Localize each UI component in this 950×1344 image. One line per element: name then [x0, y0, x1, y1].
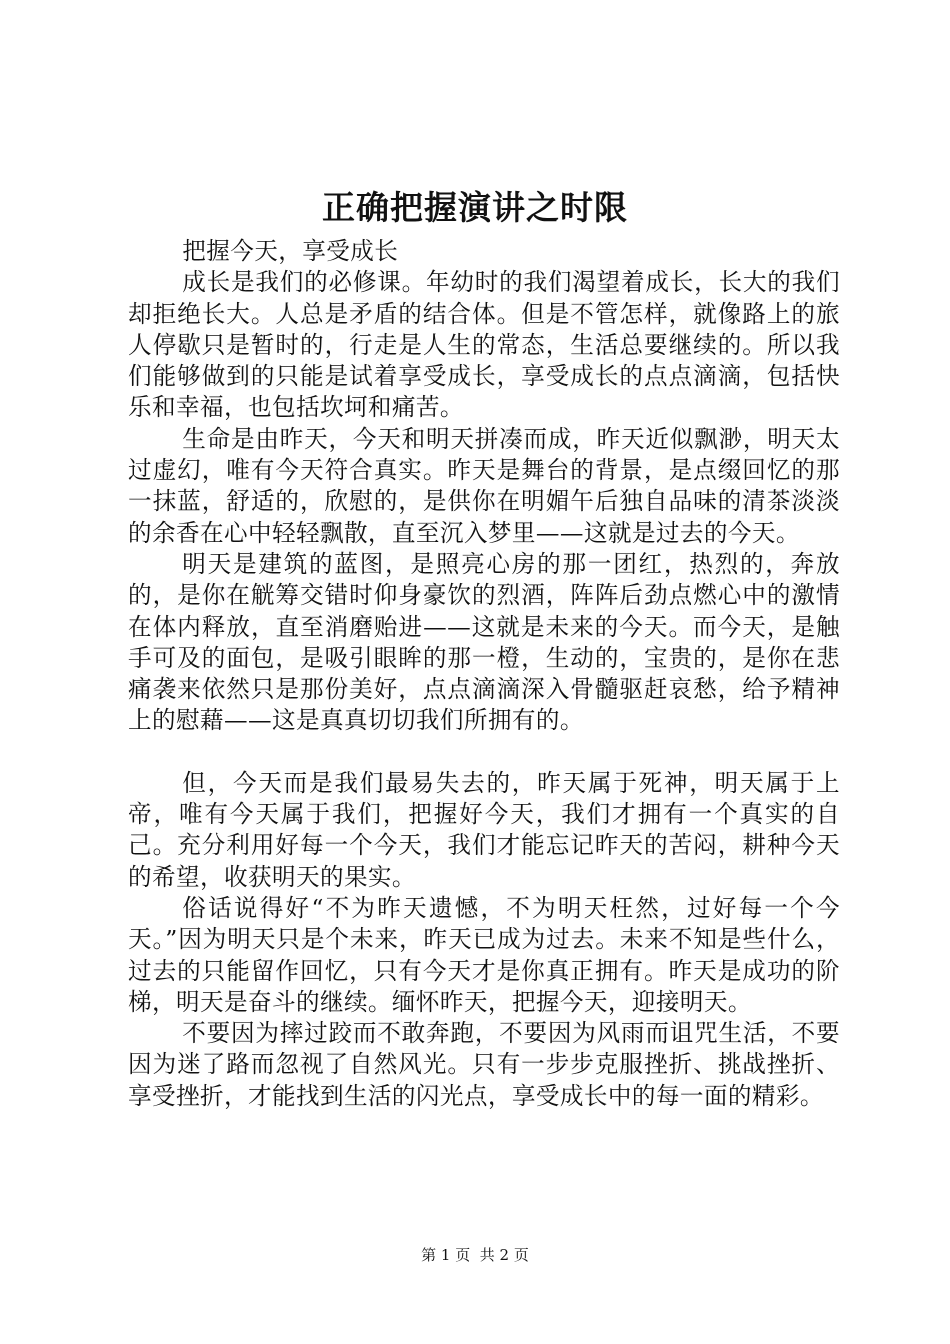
document-title: 正确把握演讲之时限 [322, 188, 628, 227]
paragraph-subtitle: 把握今天，享受成长 [182, 237, 399, 265]
page-total: 共 2 页 [479, 1246, 529, 1264]
paragraph: 俗话说得好“不为昨天遗憾，不为明天枉然，过好每一个今天。”因为明天只是个未来，昨天已成为过去。未来不知是些什么，过去的只能留作回忆，只有今天才是你真正拥有。昨天是成功的阶梯，明天是奋斗的继续。缅怀昨天，把握今天，迎接明天。 [128, 893, 840, 1016]
paragraph: 不要因为摔过跤而不敢奔跑，不要因为风雨而诅咒生活，不要因为迷了路而忽视了自然风光。只有一步步克服挫折、挑战挫折、享受挫折，才能找到生活的闪光点，享受成长中的每一面的精彩。 [128, 1019, 840, 1110]
paragraph: 明天是建筑的蓝图，是照亮心房的那一团红，热烈的，奔放的，是你在觥筹交错时仰身豪饮的烈酒，阵阵后劲点燃心中的激情在体内释放，直至消磨贻进——这就是未来的今天。而今天，是触手可及的面包，是吸引眼眸的那一橙，生动的，宝贵的，是你在悲痛袭来依然只是那份美好，点点滴滴深入骨髓驱赶哀愁，给予精神上的慰藉——这是真真切切我们所拥有的。 [128, 549, 840, 735]
paragraph: 成长是我们的必修课。年幼时的我们渴望着成长，长大的我们却拒绝长大。人总是矛盾的结合体。但是不管怎样，就像路上的旅人停歇只是暂时的，行走是人生的常态，生活总要继续的。所以我们能够做到的只能是试着享受成长，享受成长的点点滴滴，包括快乐和幸福，也包括坎坷和痛苦。 [128, 268, 840, 422]
document-body [128, 236, 840, 1112]
page-footer [0, 1244, 950, 1266]
paragraph: 但，今天而是我们最易失去的，昨天属于死神，明天属于上帝，唯有今天属于我们，把握好今天，我们才拥有一个真实的自己。充分利用好每一个今天，我们才能忘记昨天的苦闷，耕种今天的希望，收获明天的果实。 [128, 768, 840, 891]
paragraph: 生命是由昨天，今天和明天拼凑而成，昨天近似飘渺，明天太过虚幻，唯有今天符合真实。昨天是舞台的背景，是点缀回忆的那一抹蓝，舒适的，欣慰的，是供你在明媚午后独自品味的清茶淡淡的余香在心中轻轻飘散，直至沉入梦里——这就是过去的今天。 [128, 424, 840, 547]
page-number: 第 1 页 [421, 1246, 471, 1264]
